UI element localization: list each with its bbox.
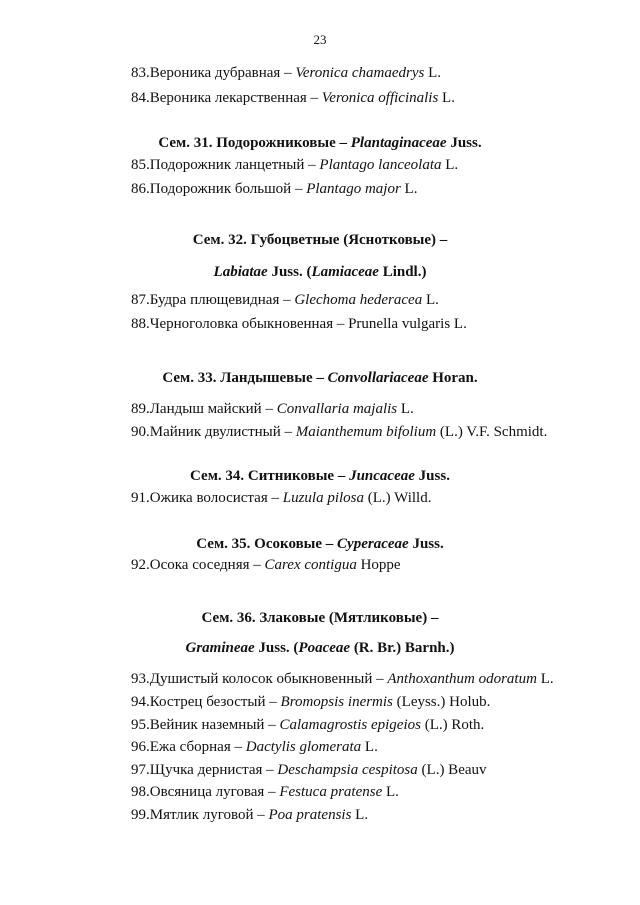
species-entry (131, 91, 455, 106)
family-russian-name: Сем. 32. Губоцветные (Яснотковые) – (192, 232, 448, 248)
family-latin-name: Labiatae (213, 264, 268, 280)
species-latin-name: Anthoxanthum odoratum (387, 671, 537, 687)
family-author: Juss. (408, 536, 444, 552)
species-entry (131, 182, 417, 197)
species-author: L. (424, 65, 441, 81)
species-russian-name: 89.Ландыш майский (131, 401, 262, 417)
species-russian-name: 93.Душистый колосок обыкновенный (131, 671, 373, 687)
family-russian-name: Сем. 35. Осоковые (196, 536, 323, 552)
species-russian-name: 97.Щучка дернистая (131, 762, 263, 778)
species-entry (131, 695, 490, 710)
family-heading (0, 233, 640, 248)
family-author: Juss. (446, 135, 482, 151)
family-heading-latin (0, 641, 640, 656)
dash-separator: – (280, 424, 296, 440)
species-russian-name: 95.Вейник наземный (131, 717, 265, 733)
species-entry (131, 763, 487, 778)
species-author: Hoppe (356, 557, 401, 573)
family-latin-name: Juncaceae (349, 468, 415, 484)
species-author: L. (351, 807, 369, 823)
family-author: Juss. (414, 468, 450, 484)
species-latin-name: Veronica chamaedrys (295, 65, 425, 81)
species-russian-name: 91.Ожика волосистая (131, 490, 268, 506)
family-russian-name: Сем. 34. Ситниковые (190, 468, 335, 484)
species-author: L. (382, 784, 399, 800)
family-latin-synonym: Lamiaceae (311, 264, 379, 280)
family-latin-name: Plantaginaceae (350, 135, 447, 151)
species-latin-name: Veronica officinalis (321, 90, 439, 106)
species-entry (131, 491, 431, 506)
species-entry (131, 808, 368, 823)
species-russian-name: 84.Вероника лекарственная (131, 90, 307, 106)
species-latin-name: Plantago lanceolata (319, 157, 442, 173)
species-latin-name: Carex contigua (264, 557, 357, 573)
species-entry (131, 425, 547, 440)
species-latin-name: Plantago major (306, 181, 401, 197)
family-heading (0, 136, 640, 151)
family-heading (0, 469, 640, 484)
family-russian-name: Сем. 33. Ландышевые (162, 370, 313, 386)
species-entry (131, 785, 399, 800)
species-russian-name: 99.Мятлик луговой (131, 807, 254, 823)
dash-separator: – (280, 65, 296, 81)
dash-separator: – (334, 468, 350, 484)
dash-separator: – (322, 536, 338, 552)
family-russian-name: Сем. 36. Злаковые (Мятликовые) – (201, 610, 439, 626)
species-latin-name: Festuca pratense (279, 784, 383, 800)
family-synonym-author: (R. Br.) Barnh.) (350, 640, 455, 656)
species-author: (L.) Beauv (417, 762, 487, 778)
family-heading-latin (0, 265, 640, 280)
species-entry (131, 402, 414, 417)
family-latin-name: Cyperaceae (337, 536, 409, 552)
species-author: (L.) Roth. (420, 717, 485, 733)
dash-separator: – (267, 490, 283, 506)
species-entry (131, 158, 458, 173)
species-entry (131, 66, 441, 81)
species-author: L. (536, 671, 554, 687)
species-entry: 88.Черноголовка обыкновенная – Prunella vulgaris L. (131, 316, 467, 332)
species-author: L. (438, 90, 455, 106)
family-latin-name: Convollariaceae (327, 370, 429, 386)
dash-separator: – (230, 739, 246, 755)
dash-separator: – (279, 292, 295, 308)
family-heading (0, 611, 640, 626)
family-russian-name: Сем. 31. Подорожниковые (158, 135, 336, 151)
species-latin-name: Deschampsia cespitosa (277, 762, 418, 778)
species-russian-name: 90.Майник двулистный (131, 424, 281, 440)
dash-separator: – (264, 784, 280, 800)
page-number: 23 (313, 32, 327, 47)
species-latin-name: Calamagrostis epigeios (279, 717, 421, 733)
family-author: Juss. ( (267, 264, 312, 280)
species-author: (L.) Willd. (364, 490, 432, 506)
species-russian-name: 85.Подорожник ланцетный (131, 157, 305, 173)
species-latin-name: Poa pratensis (268, 807, 352, 823)
species-author: L. (422, 292, 439, 308)
species-entry (131, 740, 378, 755)
species-latin-name: Maianthemum bifolium (295, 424, 437, 440)
species-entry (131, 718, 484, 733)
species-russian-name: 96.Ежа сборная (131, 739, 231, 755)
family-latin-synonym: Poaceae (298, 640, 351, 656)
species-entry (131, 558, 401, 573)
family-heading (0, 371, 640, 386)
family-author: Horan. (428, 370, 478, 386)
family-author: Juss. ( (254, 640, 299, 656)
dash-separator: – (306, 90, 322, 106)
species-author: L. (441, 157, 459, 173)
family-synonym-author: Lindl.) (378, 264, 427, 280)
species-russian-name: 98.Овсяница луговая (131, 784, 265, 800)
dash-separator: – (261, 401, 277, 417)
species-russian-name: 86.Подорожник большой (131, 181, 292, 197)
species-author: (L.) V.F. Schmidt. (436, 424, 548, 440)
species-entry (131, 672, 554, 687)
dash-separator: – (253, 807, 269, 823)
species-latin-name: Dactylis glomerata (245, 739, 362, 755)
dash-separator: – (264, 717, 280, 733)
species-russian-name: 87.Будра плющевидная (131, 292, 280, 308)
species-author: L. (397, 401, 414, 417)
species-russian-name: 94.Кострец безостый (131, 694, 266, 710)
species-author: L. (361, 739, 378, 755)
species-latin-name: Bromopsis inermis (280, 694, 393, 710)
family-heading (0, 537, 640, 552)
dash-separator: – (291, 181, 307, 197)
dash-separator: – (262, 762, 278, 778)
species-russian-name: 92.Осока соседняя (131, 557, 250, 573)
dash-separator: – (372, 671, 388, 687)
family-latin-name: Gramineae (185, 640, 255, 656)
species-latin-name: Luzula pilosa (282, 490, 365, 506)
dash-separator: – (312, 370, 328, 386)
dash-separator: – (304, 157, 320, 173)
species-russian-name: 83.Вероника дубравная (131, 65, 281, 81)
species-latin-name: Glechoma hederacea (294, 292, 423, 308)
species-latin-name: Convallaria majalis (276, 401, 398, 417)
dash-separator: – (265, 694, 281, 710)
dash-separator: – (249, 557, 265, 573)
species-author: (Leyss.) Holub. (392, 694, 491, 710)
species-author: L. (400, 181, 418, 197)
species-entry (131, 293, 439, 308)
dash-separator: – (335, 135, 351, 151)
